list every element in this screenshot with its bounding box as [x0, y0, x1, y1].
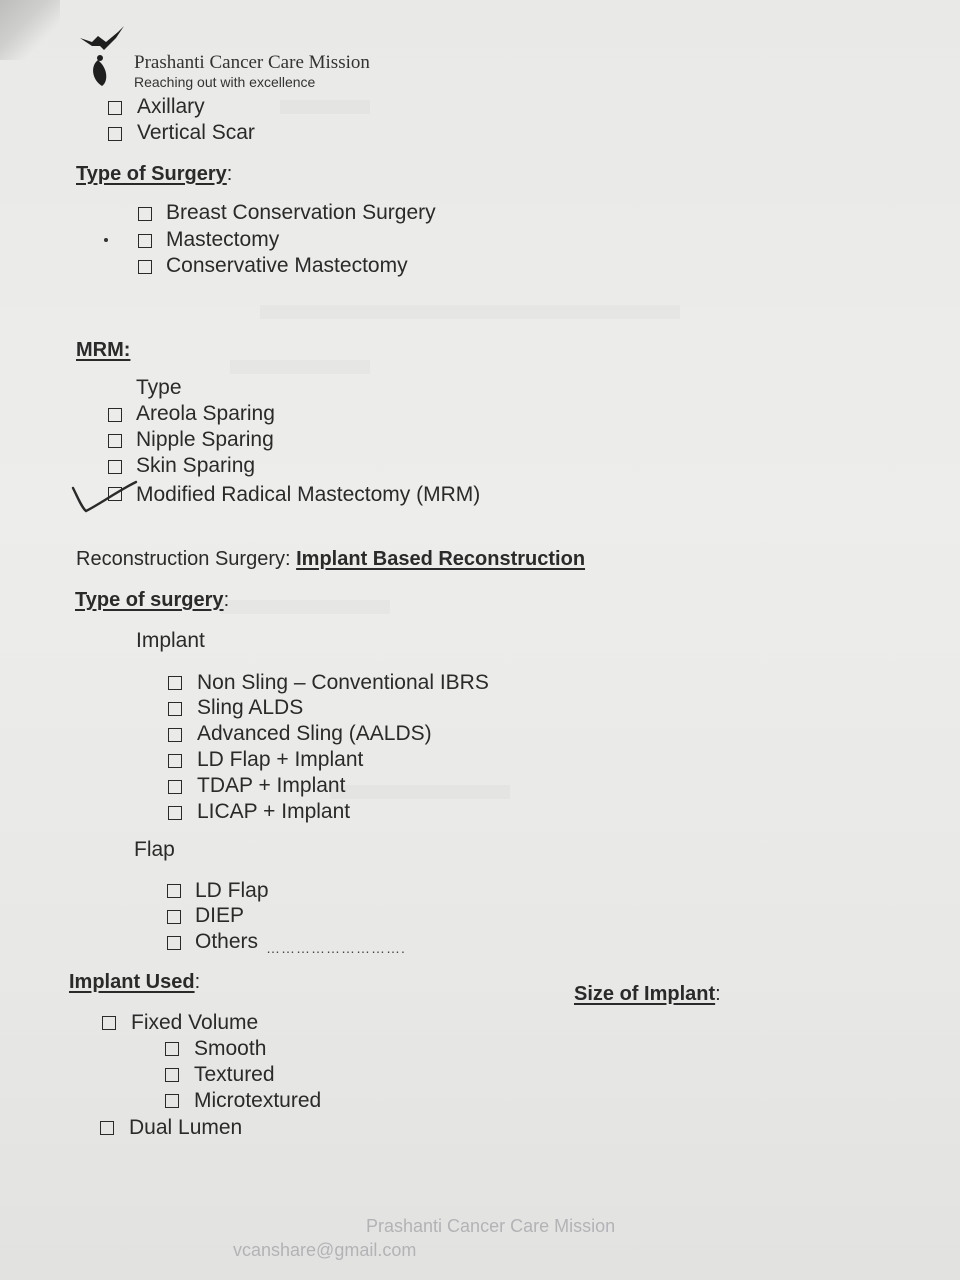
checkbox-nipple-sparing[interactable]: [108, 434, 122, 448]
checkbox-breast-conservation[interactable]: [138, 207, 152, 221]
org-name: Prashanti Cancer Care Mission: [134, 52, 370, 73]
option-others: Others: [195, 930, 259, 953]
option-breast-conservation: Breast Conservation Surgery: [166, 201, 436, 224]
type-of-surgery-2-heading-row: [75, 589, 229, 612]
checkbox-fixed-volume[interactable]: [102, 1016, 116, 1030]
checkbox-ld-flap-implant[interactable]: [168, 754, 182, 768]
option-ld-flap: LD Flap: [195, 879, 269, 902]
checkbox-axillary[interactable]: [108, 101, 122, 115]
option-mastectomy: Mastectomy: [166, 228, 280, 251]
type-of-surgery-heading-row: [76, 163, 232, 186]
checkbox-dual-lumen[interactable]: [100, 1121, 114, 1135]
checkbox-vertical-scar[interactable]: [108, 127, 122, 141]
option-mrm: Modified Radical Mastectomy (MRM): [136, 483, 481, 506]
option-fixed-volume: Fixed Volume: [131, 1011, 259, 1034]
logo: [78, 24, 128, 94]
type-of-surgery-2-heading: Type of surgery: [75, 589, 224, 611]
reconstruction-label: Reconstruction Surgery:: [76, 548, 291, 570]
checkbox-diep[interactable]: [167, 910, 181, 924]
heading-colon: :: [226, 163, 233, 185]
checkbox-non-sling[interactable]: [168, 676, 182, 690]
option-skin-sparing: Skin Sparing: [136, 454, 256, 477]
checkbox-sling-alds[interactable]: [168, 702, 182, 716]
heading-colon: :: [194, 971, 201, 993]
org-tagline: Reaching out with excellence: [134, 74, 316, 90]
checkbox-ld-flap[interactable]: [167, 884, 181, 898]
option-areola-sparing: Areola Sparing: [136, 402, 275, 425]
checkbox-others[interactable]: [167, 936, 181, 950]
option-non-sling: Non Sling – Conventional IBRS: [197, 671, 489, 694]
implant-used-heading: Implant Used: [69, 971, 195, 993]
checkbox-tdap-implant[interactable]: [168, 780, 182, 794]
handwritten-check-mark-icon: [70, 478, 140, 514]
reconstruction-row: [76, 548, 585, 571]
option-tdap-implant: TDAP + Implant: [197, 774, 346, 797]
option-nipple-sparing: Nipple Sparing: [136, 428, 274, 451]
option-conservative-mastectomy: Conservative Mastectomy: [166, 254, 408, 277]
flap-label: Flap: [134, 838, 175, 861]
reconstruction-value: Implant Based Reconstruction: [296, 548, 586, 570]
mrm-type-label: Type: [136, 376, 182, 399]
option-sling-alds: Sling ALDS: [197, 696, 304, 719]
footer-email: vcanshare@gmail.com: [233, 1240, 417, 1260]
heading-colon: :: [223, 589, 230, 611]
option-advanced-sling: Advanced Sling (AALDS): [197, 722, 432, 745]
checkbox-skin-sparing[interactable]: [108, 460, 122, 474]
option-diep: DIEP: [195, 904, 245, 927]
checkbox-licap-implant[interactable]: [168, 806, 182, 820]
heading-colon: :: [715, 983, 721, 1005]
others-fill-line[interactable]: ……………………….: [266, 940, 406, 956]
checkbox-mastectomy[interactable]: [138, 234, 152, 248]
page-corner-shadow: [0, 0, 60, 60]
option-ld-flap-implant: LD Flap + Implant: [197, 748, 364, 771]
option-smooth: Smooth: [194, 1037, 267, 1060]
stray-dot: [104, 238, 108, 242]
checkbox-conservative-mastectomy[interactable]: [138, 260, 152, 274]
size-of-implant-heading-row: [574, 983, 721, 1006]
option-vertical-scar: Vertical Scar: [137, 121, 255, 144]
checkbox-areola-sparing[interactable]: [108, 408, 122, 422]
option-axillary: Axillary: [137, 95, 205, 118]
implant-label: Implant: [136, 629, 205, 652]
option-dual-lumen: Dual Lumen: [129, 1116, 243, 1139]
type-of-surgery-heading: Type of Surgery: [76, 163, 227, 185]
checkbox-microtextured[interactable]: [165, 1094, 179, 1108]
checkbox-smooth[interactable]: [165, 1042, 179, 1056]
size-of-implant-heading: Size of Implant: [574, 983, 716, 1005]
footer-org: Prashanti Cancer Care Mission: [366, 1216, 616, 1236]
option-textured: Textured: [194, 1063, 275, 1086]
checkbox-advanced-sling[interactable]: [168, 728, 182, 742]
option-microtextured: Microtextured: [194, 1089, 322, 1112]
option-licap-implant: LICAP + Implant: [197, 800, 351, 823]
implant-used-heading-row: [69, 971, 200, 994]
checkbox-textured[interactable]: [165, 1068, 179, 1082]
bird-logo-icon: [78, 24, 128, 94]
mrm-heading: MRM:: [76, 339, 131, 361]
